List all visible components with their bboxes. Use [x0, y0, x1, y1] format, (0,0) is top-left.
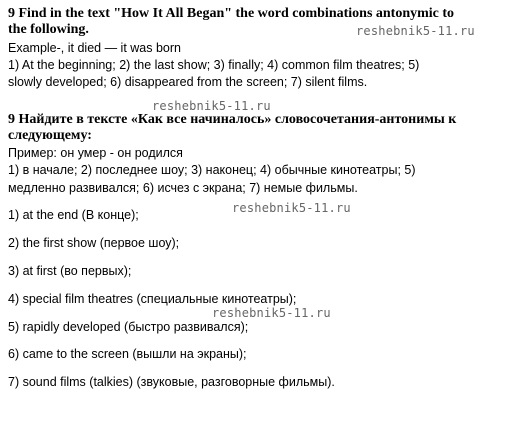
watermark: reshebnik5-11.ru — [232, 201, 351, 215]
answer-item: 1) at the end (В конце); — [8, 208, 139, 222]
english-items-line-2: slowly developed; 6) disappeared from the screen; 7) silent films. — [8, 75, 368, 89]
russian-items-line-2: медленно развивался; 6) исчез с экрана; 7) немые фильмы. — [8, 181, 358, 195]
english-example: Example-, it died — it was born — [8, 41, 181, 55]
russian-items-line-1: 1) в начале; 2) последнее шоу; 3) наконец; 4) обычные кинотеатры; 5) — [8, 163, 416, 177]
watermark: reshebnik5-11.ru — [212, 306, 331, 320]
answer-item: 2) the first show (первое шоу); — [8, 236, 180, 250]
answer-item: 3) at first (во первых); — [8, 264, 132, 278]
russian-example: Пример: он умер - он родился — [8, 146, 183, 160]
russian-heading-line-1: 9 Найдите в тексте «Как все начиналось» словосочетания-антонимы к — [8, 112, 457, 127]
english-heading-line-2: the following. — [8, 22, 89, 37]
answer-item: 6) came to the screen (вышли на экраны); — [8, 347, 247, 361]
answer-item: 7) sound films (talkies) (звуковые, разговорные фильмы). — [8, 375, 335, 389]
answer-item: 4) special film theatres (специальные кинотеатры); — [8, 292, 297, 306]
watermark: reshebnik5-11.ru — [152, 99, 271, 113]
watermark: reshebnik5-11.ru — [356, 24, 475, 38]
answer-item: 5) rapidly developed (быстро развивался); — [8, 320, 249, 334]
english-items-line-1: 1) At the beginning; 2) the last show; 3) finally; 4) common film theatres; 5) — [8, 58, 420, 72]
english-heading-line-1: 9 Find in the text "How It All Began" the word combinations antonymic to — [8, 6, 455, 21]
russian-heading-line-2: следующему: — [8, 128, 92, 143]
